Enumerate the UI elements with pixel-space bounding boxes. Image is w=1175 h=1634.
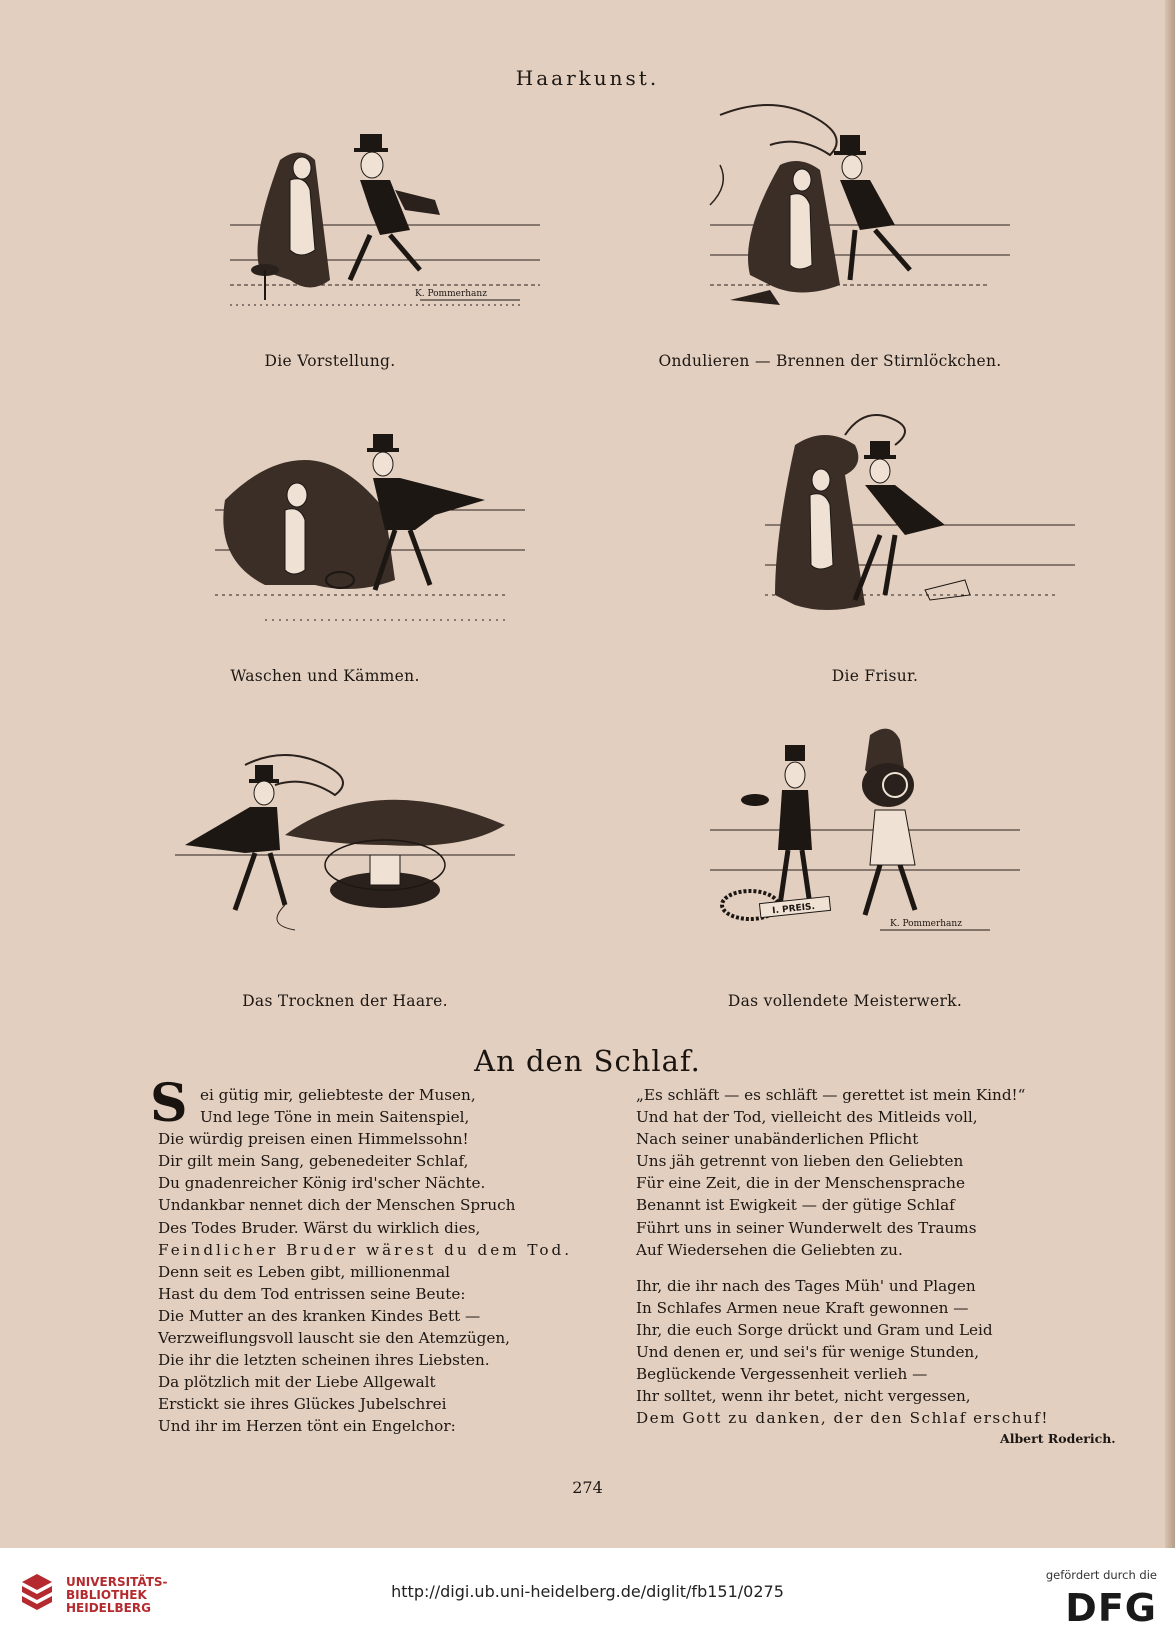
poem-line: Uns jäh getrennt von lieben den Geliebten bbox=[636, 1152, 964, 1171]
poem-line: ei gütig mir, geliebteste der Musen, bbox=[200, 1086, 476, 1104]
poem-line: Erstickt sie ihres Glückes Jubelschrei bbox=[158, 1395, 447, 1414]
permalink-url[interactable]: http://digi.ub.uni-heidelberg.de/diglit/fb151/0275 bbox=[391, 1582, 784, 1601]
poem-line: Die Mutter an des kranken Kindes Bett — bbox=[158, 1306, 481, 1325]
poem-line: Dem Gott zu danken, der den Schlaf erschuf! bbox=[636, 1409, 1050, 1428]
caption-panel-6: Das vollendete Meisterwerk. bbox=[727, 992, 963, 1010]
illustration-panel-3 bbox=[205, 420, 535, 650]
poem-line: Denn seit es Leben gibt, millionenmal bbox=[158, 1262, 451, 1281]
illustration-masterpiece bbox=[700, 715, 1030, 965]
funder-logo[interactable]: DFG bbox=[1065, 1586, 1157, 1630]
poem-line: Und ihr im Herzen tönt ein Engelchor: bbox=[158, 1417, 456, 1436]
poem-line: Führt uns in seiner Wunderwelt des Traums bbox=[636, 1218, 977, 1237]
poem-line: Da plötzlich mit der Liebe Allgewalt bbox=[158, 1373, 436, 1392]
library-name-line: BIBLIOTHEK bbox=[66, 1588, 147, 1602]
poem-author: Albert Roderich. bbox=[1000, 1431, 1116, 1446]
artist-signature: K. Pommerhanz bbox=[890, 919, 962, 929]
poem-dropcap: S bbox=[150, 1073, 188, 1134]
illustration-curling bbox=[690, 95, 1020, 325]
poem-line: Hast du dem Tod entrissen seine Beute: bbox=[158, 1284, 466, 1303]
poem-line: Feindlicher Bruder wärest du dem Tod. bbox=[158, 1240, 573, 1259]
poem-line: Ihr, die euch Sorge drückt und Gram und Leid bbox=[636, 1320, 993, 1339]
poem-line: „Es schläft — es schläft — gerettet ist mein Kind!“ bbox=[636, 1086, 1026, 1104]
funded-by-label: gefördert durch die bbox=[1045, 1568, 1157, 1582]
poem-line: Für eine Zeit, die in der Menschensprache bbox=[636, 1174, 965, 1193]
illustration-panel-5 bbox=[165, 735, 525, 965]
caption-panel-4: Die Frisur. bbox=[831, 667, 919, 685]
caption-panel-5: Das Trocknen der Haare. bbox=[242, 992, 448, 1010]
poem-line: Undankbar nennet dich der Menschen Spruch bbox=[158, 1196, 516, 1215]
illustration-panel-6 bbox=[700, 715, 1030, 965]
poem-line: Ihr solltet, wenn ihr betet, nicht vergessen, bbox=[636, 1387, 971, 1406]
poem-line: Und hat der Tod, vielleicht des Mitleids voll, bbox=[636, 1108, 978, 1127]
stanza-gap bbox=[636, 1261, 1049, 1275]
illustration-panel-2 bbox=[690, 95, 1020, 325]
illustration-panel-4 bbox=[755, 405, 1085, 635]
poem-line: Beglückende Vergessenheit verlieh — bbox=[636, 1365, 928, 1384]
page-header-title: Haarkunst. bbox=[515, 66, 660, 90]
library-name-line: HEIDELBERG bbox=[66, 1601, 151, 1615]
illustration-washing bbox=[205, 420, 535, 650]
poem-line: In Schlafes Armen neue Kraft gewonnen — bbox=[636, 1298, 969, 1317]
illustration-hairstyle bbox=[755, 405, 1085, 635]
poem-line: Benannt ist Ewigkeit — der gütige Schlaf bbox=[636, 1196, 955, 1215]
poem-line: Du gnadenreicher König ird'scher Nächte. bbox=[158, 1174, 486, 1193]
caption-panel-1: Die Vorstellung. bbox=[264, 352, 396, 370]
digitization-footer bbox=[0, 1548, 1175, 1634]
library-name-line: UNIVERSITÄTS- bbox=[66, 1575, 168, 1589]
poem-line: Und denen er, und sei's für wenige Stunden, bbox=[636, 1343, 980, 1362]
poem-line: Ihr, die ihr nach des Tages Müh' und Plagen bbox=[636, 1276, 976, 1295]
poem-line: Verzweiflungsvoll lauscht sie den Atemzügen, bbox=[158, 1329, 510, 1348]
poem-line: Und lege Töne in mein Saitenspiel, bbox=[200, 1108, 470, 1127]
poem-title: An den Schlaf. bbox=[474, 1044, 701, 1078]
poem-line: Die ihr die letzten scheinen ihres Liebsten. bbox=[158, 1351, 490, 1370]
poem-line: Des Todes Bruder. Wärst du wirklich dies, bbox=[158, 1218, 481, 1237]
artist-signature: K. Pommerhanz bbox=[415, 289, 487, 299]
prize-banner-text: I. PREIS. bbox=[771, 901, 816, 917]
caption-panel-3: Waschen und Kämmen. bbox=[230, 667, 420, 685]
poem-left-column bbox=[158, 1084, 572, 1438]
page-number: 274 bbox=[572, 1478, 603, 1497]
illustration-drying bbox=[165, 735, 525, 965]
poem-line: Auf Wiedersehen die Geliebten zu. bbox=[636, 1240, 903, 1259]
caption-panel-2: Ondulieren — Brennen der Stirnlöckchen. bbox=[658, 352, 1002, 370]
illustration-presentation bbox=[220, 120, 550, 350]
poem-line: Die würdig preisen einen Himmelssohn! bbox=[158, 1130, 469, 1149]
poem-right-column bbox=[636, 1084, 1049, 1429]
poem-line: Nach seiner unabänderlichen Pflicht bbox=[636, 1130, 919, 1149]
poem-line: Dir gilt mein Sang, gebenedeiter Schlaf, bbox=[158, 1152, 469, 1171]
illustration-panel-1 bbox=[220, 120, 550, 350]
